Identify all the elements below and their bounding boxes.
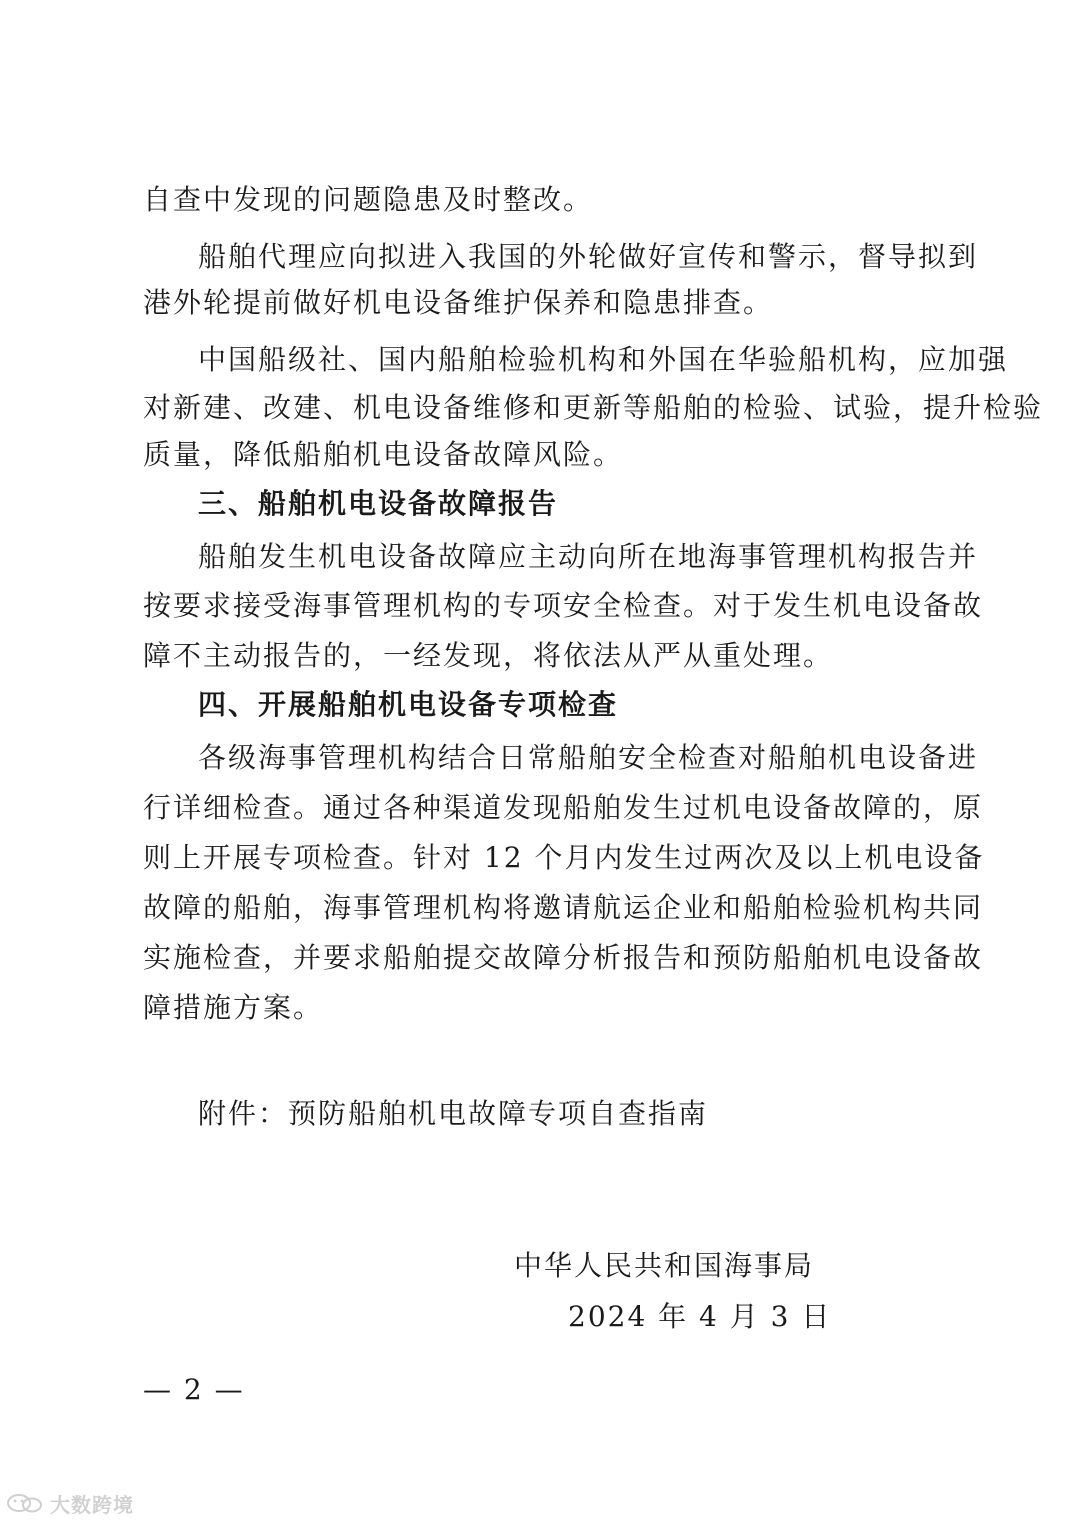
- paragraph-line: 船舶发生机电设备故障应主动向所在地海事管理机构报告并: [198, 540, 979, 573]
- paragraph-line: 实施检查，并要求船舶提交故障分析报告和预防船舶机电设备故: [143, 941, 984, 974]
- section-heading: 四、开展船舶机电设备专项检查: [198, 688, 619, 721]
- paragraph-line: 障不主动报告的，一经发现，将依法从严从重处理。: [143, 639, 834, 672]
- page-number: — 2 —: [143, 1373, 245, 1406]
- watermark: [6, 1488, 134, 1518]
- attachment-line: 附件：预防船舶机电故障专项自查指南: [198, 1097, 709, 1130]
- paragraph-line: 中国船级社、国内船舶检验机构和外国在华验船机构，应加强: [198, 343, 1009, 376]
- paragraph-line: 障措施方案。: [143, 991, 324, 1024]
- paragraph-line: 各级海事管理机构结合日常船舶安全检查对船舶机电设备进: [198, 741, 979, 774]
- paragraph-line: 港外轮提前做好机电设备维护保养和隐患排查。: [143, 286, 774, 319]
- issue-date: 2024 年 4 月 3 日: [568, 1300, 832, 1333]
- paragraph-line: 质量，降低船舶机电设备故障风险。: [143, 438, 624, 471]
- paragraph-line: 按要求接受海事管理机构的专项安全检查。对于发生机电设备故: [143, 589, 984, 622]
- issuer-name: 中华人民共和国海事局: [514, 1249, 815, 1282]
- paragraph-line: 则上开展专项检查。针对 12 个月内发生过两次及以上机电设备: [143, 841, 985, 874]
- paragraph-line: 船舶代理应向拟进入我国的外轮做好宣传和警示，督导拟到: [198, 240, 979, 273]
- wechat-logo-icon: [6, 1493, 46, 1513]
- paragraph-line: 对新建、改建、机电设备维修和更新等船舶的检验、试验，提升检验: [143, 391, 1044, 424]
- paragraph-line: 自查中发现的问题隐患及时整改。: [143, 183, 594, 216]
- watermark-text: 大数跨境: [50, 1492, 134, 1517]
- paragraph-line: 故障的船舶，海事管理机构将邀请航运企业和船舶检验机构共同: [143, 891, 984, 924]
- section-heading: 三、船舶机电设备故障报告: [198, 487, 559, 520]
- paragraph-line: 行详细检查。通过各种渠道发现船舶发生过机电设备故障的，原: [143, 791, 984, 824]
